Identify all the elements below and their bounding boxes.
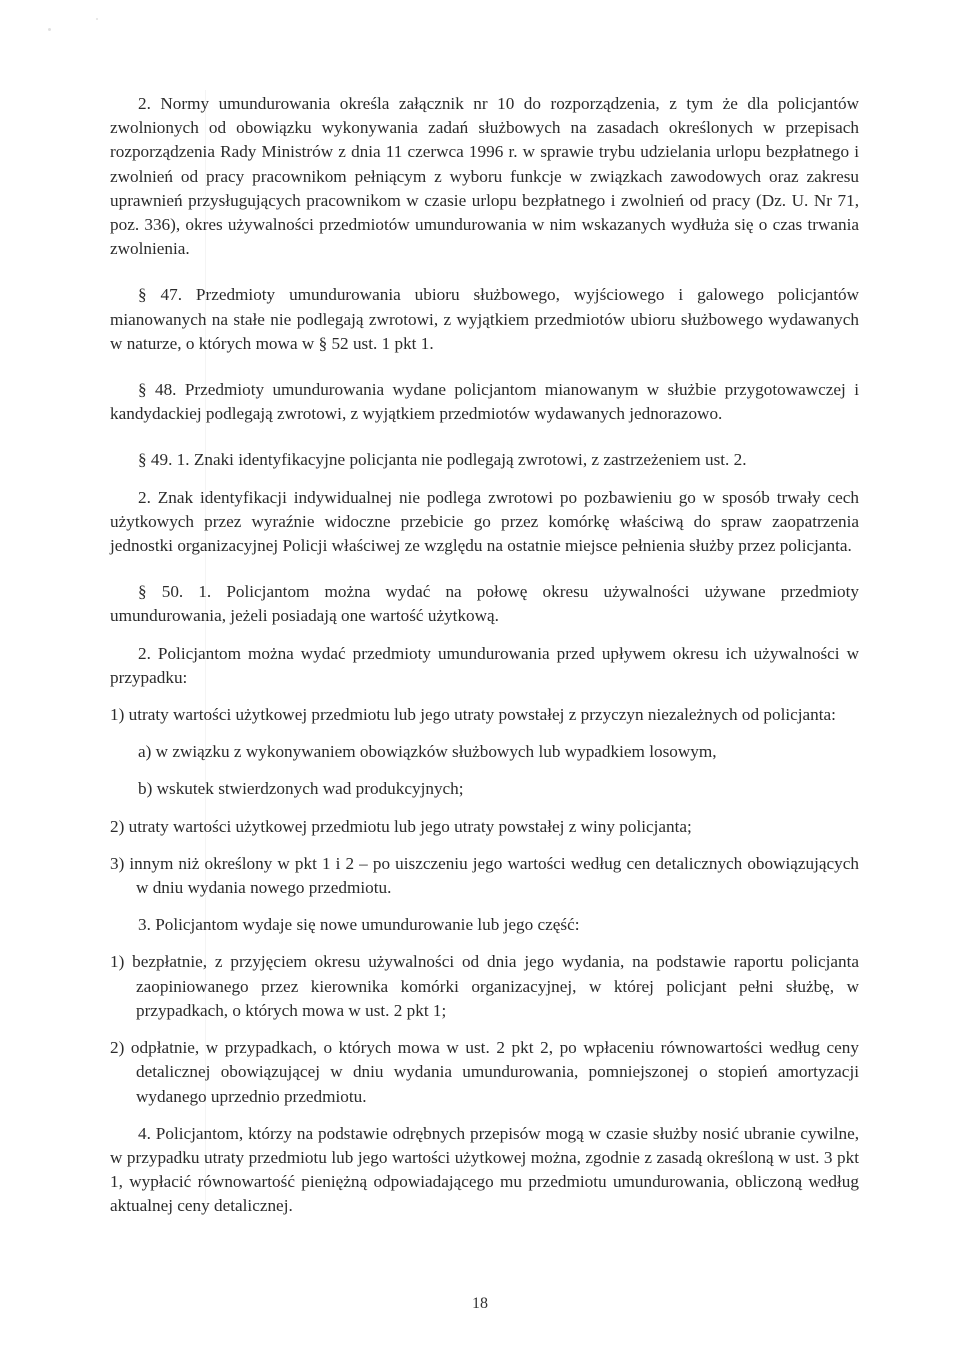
paragraph-50-3: 3. Policjantom wydaje się nowe umundurowanie lub jego część: — [138, 915, 580, 935]
paragraph-49-2: 2. Znak identyfikacji indywidualnej nie podlega zwrotowi po pozbawieniu go w sposób trwały cech użytkowych przez wyraźnie widoczne przebicie go przez komórkę właściwą do spraw zaopatrzenia jednostki organizacyjnej Policji właściwej ze względu na ostatnie miejsce pełnienia służby przez policjanta. — [110, 487, 859, 556]
list-subitem-50-2-1-b: b) wskutek stwierdzonych wad produkcyjnych; — [138, 779, 464, 799]
paragraph-49-1: § 49. 1. Znaki identyfikacyjne policjanta nie podlegają zwrotowi, z zastrzeżeniem ust. 2. — [138, 450, 747, 470]
paragraph-50-1: § 50. 1. Policjantom można wydać na połowę okresu używalności używane przedmioty umundurowania, jeżeli posiadają one wartość użytkową. — [110, 582, 859, 626]
paragraph-47: § 47. Przedmioty umundurowania ubioru służbowego, wyjściowego i galowego policjantów mianowanych na stałe nie podlegają zwrotowi, z wyjątkiem przedmiotów ubioru służbowego wydawanych w naturze, o których mowa w § 52 ust. 1 pkt 1. — [110, 285, 859, 353]
paragraph-50-2: 2. Policjantom można wydać przedmioty umundurowania przed upływem okresu ich używalności w przypadku: — [110, 643, 859, 687]
list-item-50-3-2: 2) odpłatnie, w przypadkach, o których mowa w ust. 2 pkt 2, po wpłaceniu równowartości według ceny detalicznej obowiązującej w dniu wydania umundurowania, pomniejszonej o stopień amortyzacji wydanego uprzednio przedmiotu. — [110, 1038, 859, 1106]
paragraph-48: § 48. Przedmioty umundurowania wydane policjantom mianowanym w służbie przygotowawczej i kandydackiej podlegają zwrotowi, z wyjątkiem przedmiotów wydawanych jednorazowo. — [110, 380, 859, 424]
paragraph-46-2: 2. Normy umundurowania określa załącznik nr 10 do rozporządzenia, z tym że dla policjantów zwolnionych od obowiązku wykonywania zadań służbowych na zasadach określonych w przepisach rozporządzenia Rady Ministrów z dnia 11 czerwca 1996 r. w sprawie trybu udzielania urlopu bezpłatnego i zwolnień od pracy pracownikom pełniącym z wyboru funkcje w związkach zawodowych oraz zakresu uprawnień przysługujących pracownikom w czasie urlopu bezpłatnego i zwolnień od pracy (Dz. U. Nr 71, poz. 336), okres używalności przedmiotów umundurowania w nim wskazanych wydłuża się o czas trwania zwolnienia. — [110, 94, 859, 259]
scan-artifact-speck — [48, 28, 51, 31]
list-item-50-3-1: 1) bezpłatnie, z przyjęciem okresu używalności od dnia jego wydania, na podstawie raportu policjanta zaopiniowanego przez kierownika komórki organizacyjnej, w której policjant pełni służbę, w przypadkach, o których mowa w ust. 2 pkt 1; — [110, 952, 859, 1020]
list-item-50-2-2: 2) utraty wartości użytkowej przedmiotu lub jego utraty powstałej z winy policjanta; — [110, 816, 692, 836]
list-subitem-50-2-1-a: a) w związku z wykonywaniem obowiązków służbowych lub wypadkiem losowym, — [138, 742, 717, 762]
paragraph-50-4: 4. Policjantom, którzy na podstawie odrębnych przepisów mogą w czasie służby nosić ubranie cywilne, w przypadku utraty przedmiotu lub jego wartości użytkowej można, zgodnie z zasadą określoną w ust. 3 pkt 1, wypłacić równowartość pieniężną odpowiadającego mu przedmiotu umundurowania, obliczoną według aktualnej ceny detalicznej. — [110, 1123, 859, 1216]
document-page — [110, 92, 859, 1219]
page-number: 18 — [472, 1295, 488, 1312]
list-item-50-2-1: 1) utraty wartości użytkowej przedmiotu lub jego utraty powstałej z przyczyn niezależnych od policjanta: — [110, 705, 836, 725]
list-item-50-2-3: 3) innym niż określony w pkt 1 i 2 – po uiszczeniu jego wartości według cen detalicznych obowiązujących w dniu wydania nowego przedmiotu. — [110, 853, 859, 898]
scan-artifact-speck — [96, 18, 98, 20]
